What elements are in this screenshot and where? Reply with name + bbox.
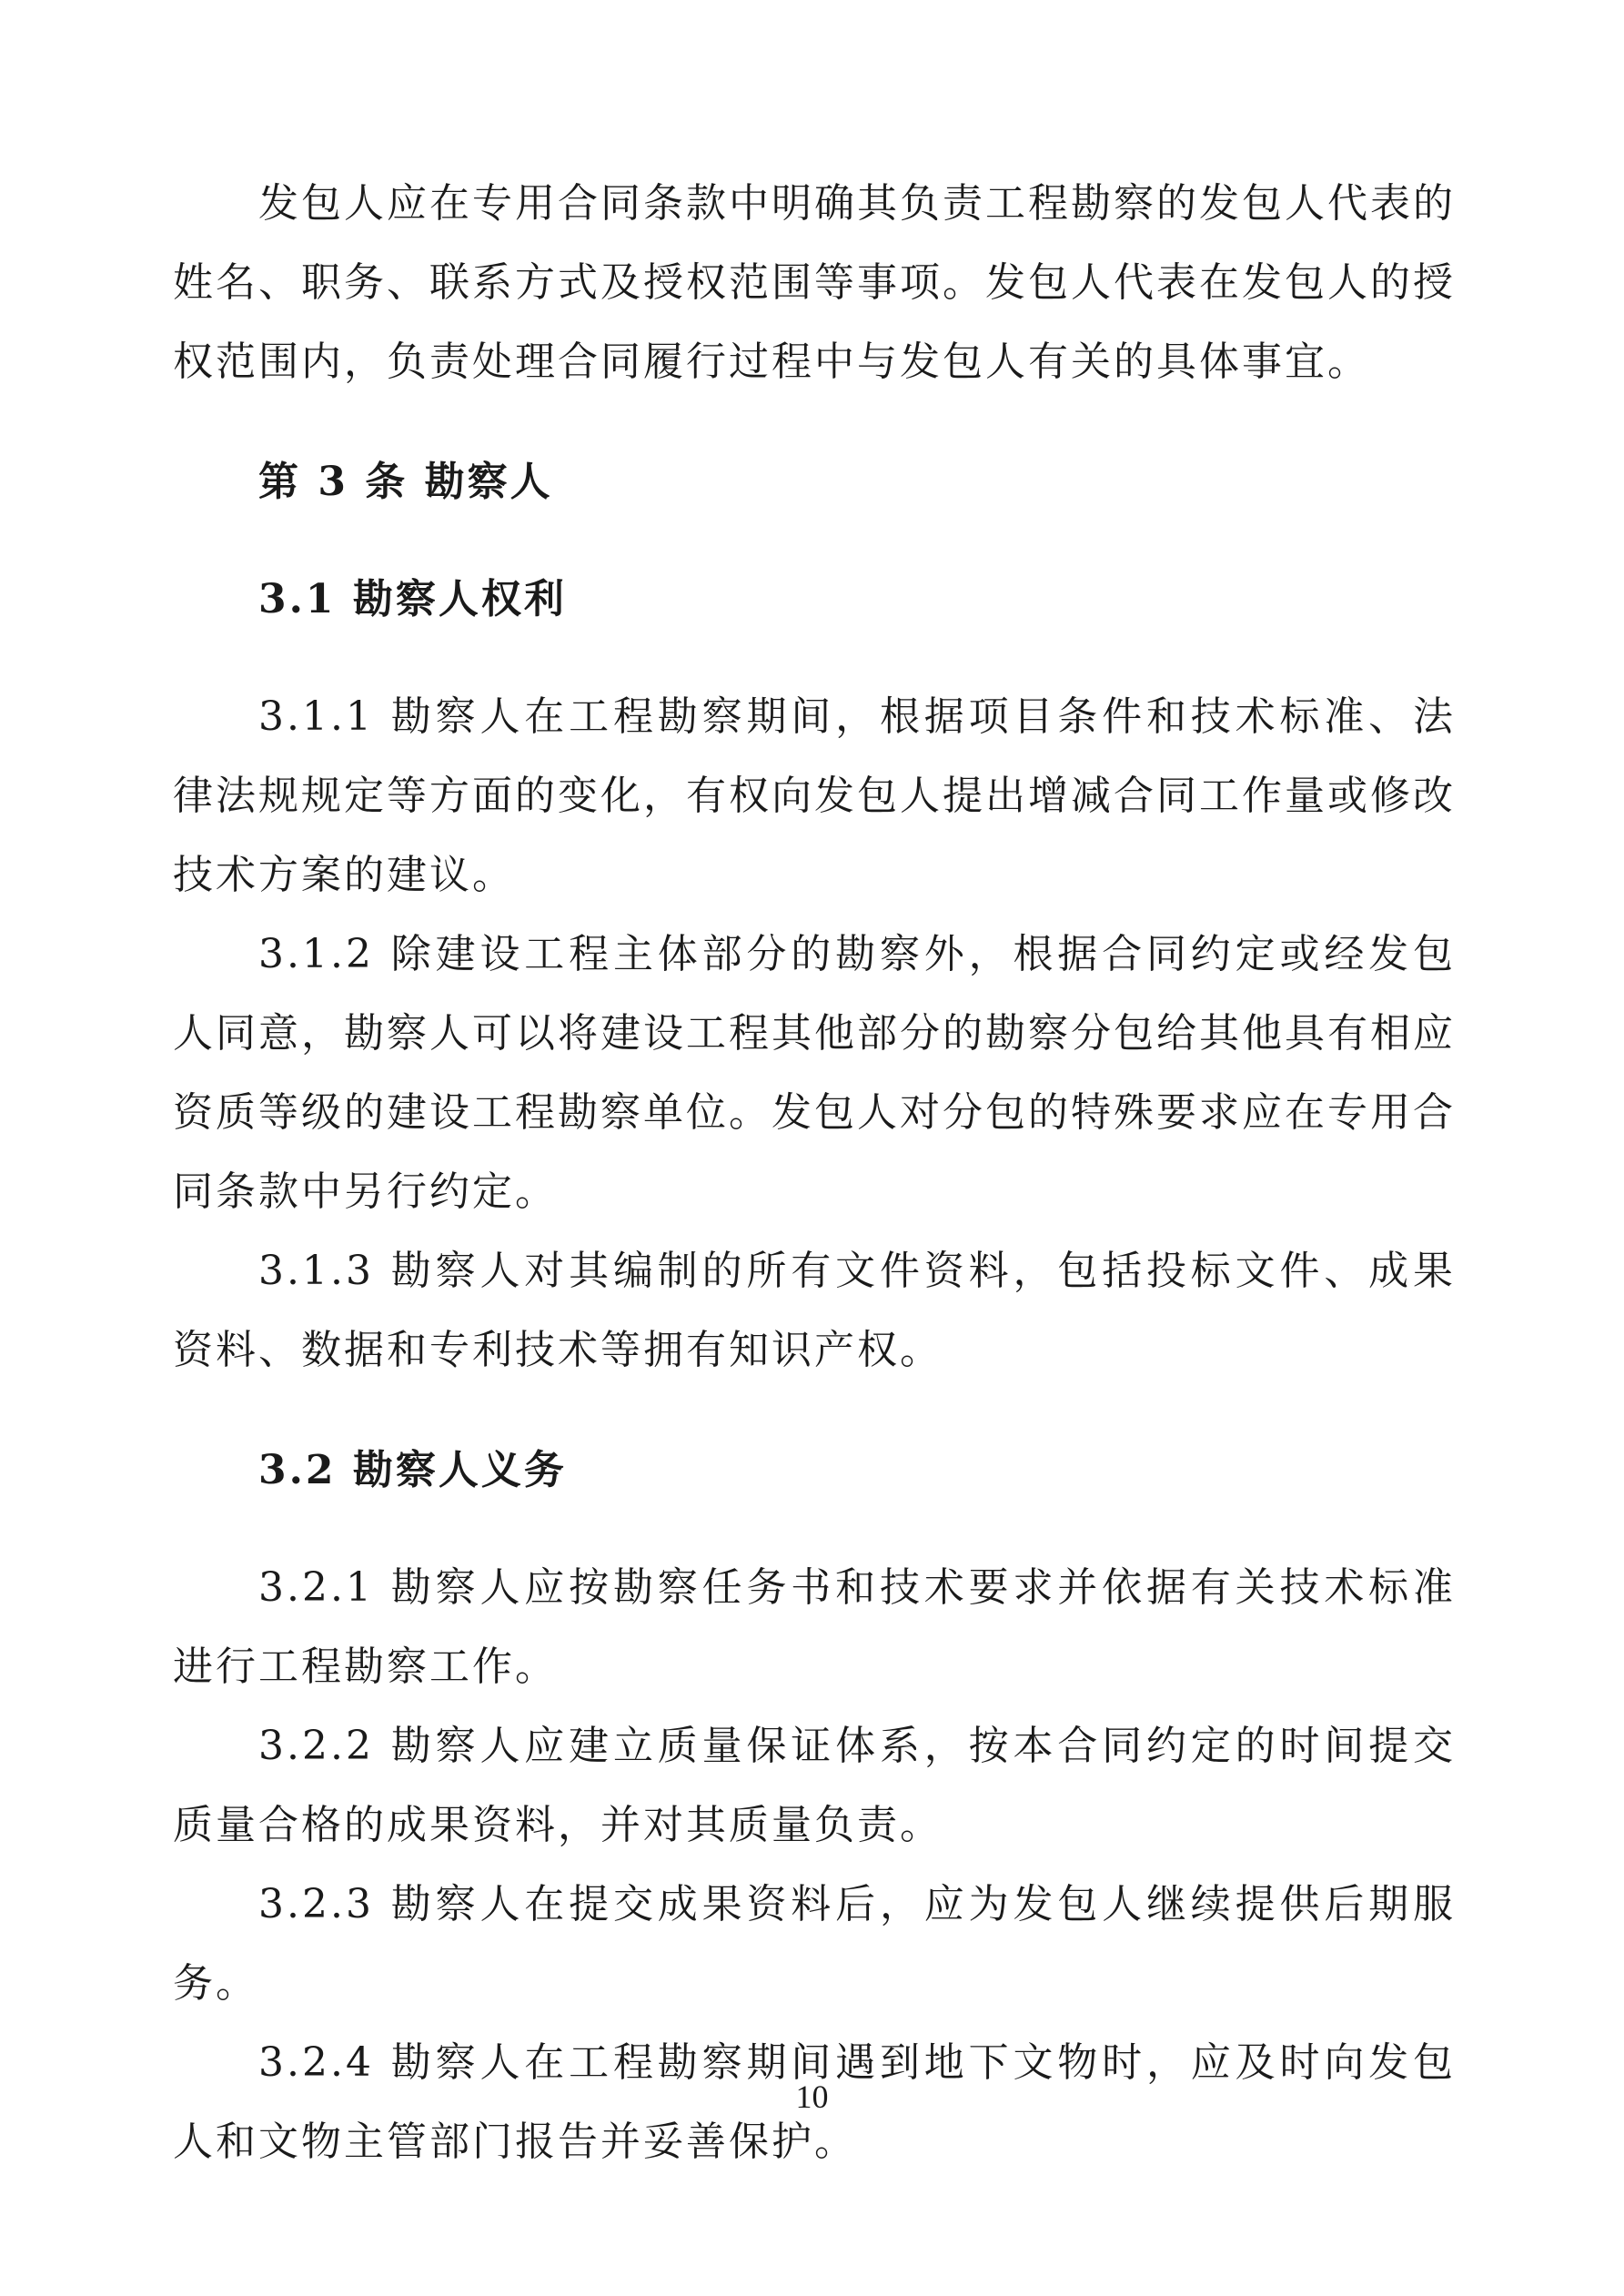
section-3-1-heading: 3.1 勘察人权利 bbox=[258, 576, 567, 622]
clause-3-2-1: 3.2.1 勘察人应按勘察任务书和技术要求并依据有关技术标准进行工程勘察工作。 bbox=[173, 1564, 1456, 1690]
document-body bbox=[173, 164, 1456, 2181]
intro-paragraph: 发包人应在专用合同条款中明确其负责工程勘察的发包人代表的姓名、职务、联系方式及授权范围等事项。发包人代表在发包人的授权范围内，负责处理合同履行过程中与发包人有关的具体事宜。 bbox=[173, 180, 1456, 385]
section-3-2-heading: 3.2 勘察人义务 bbox=[258, 1447, 567, 1493]
article-heading: 第 3 条 勘察人 bbox=[258, 459, 553, 505]
clause-3-2-2: 3.2.2 勘察人应建立质量保证体系，按本合同约定的时间提交质量合格的成果资料，并对其质量负责。 bbox=[173, 1723, 1456, 1848]
clause-3-1-3: 3.1.3 勘察人对其编制的所有文件资料，包括投标文件、成果资料、数据和专利技术等拥有知识产权。 bbox=[173, 1248, 1456, 1373]
clause-3-1-2: 3.1.2 除建设工程主体部分的勘察外，根据合同约定或经发包人同意，勘察人可以将建设工程其他部分的勘察分包给其他具有相应资质等级的建设工程勘察单位。发包人对分包的特殊要求应在专用合同条款中另行约定。 bbox=[173, 931, 1456, 1215]
page-number: 10 bbox=[795, 2079, 829, 2115]
clause-3-2-4: 3.2.4 勘察人在工程勘察期间遇到地下文物时，应及时向发包人和文物主管部门报告并妥善保护。 bbox=[173, 2039, 1456, 2165]
clause-3-1-1: 3.1.1 勘察人在工程勘察期间，根据项目条件和技术标准、法律法规规定等方面的变化，有权向发包人提出增减合同工作量或修改技术方案的建议。 bbox=[173, 693, 1456, 898]
clause-3-2-3: 3.2.3 勘察人在提交成果资料后，应为发包人继续提供后期服务。 bbox=[173, 1881, 1456, 2007]
